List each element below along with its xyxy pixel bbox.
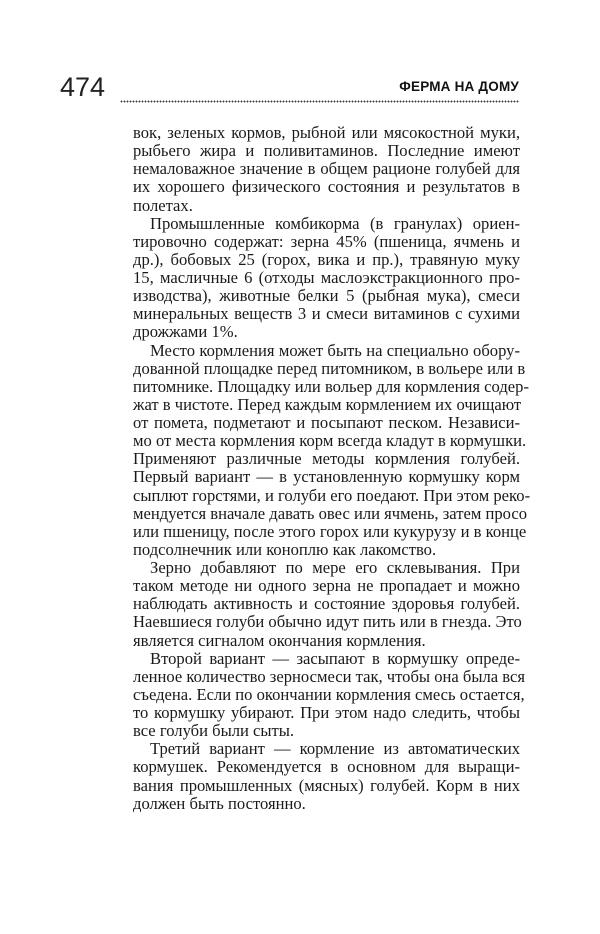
text-line: ленное количество зерносмеси так, чтобы она была вся	[133, 666, 526, 686]
text-line: полетах.	[133, 195, 193, 215]
text-line: Наевшиеся голуби обычно идут пить или в гнезда. Это	[133, 612, 522, 632]
text-line: Зерно добавляют по мере его склевывания. При	[150, 558, 520, 577]
paragraph	[133, 648, 526, 741]
paragraph	[133, 740, 520, 813]
text-line: мендуется вначале давать овес или ячмень, затем просо	[133, 503, 528, 523]
text-line: 15, масличные 6 (отходы маслоэкстракционного про-	[133, 268, 520, 287]
text-line: тировочно содержат: зерна 45% (пшеница, ячмень и	[133, 231, 520, 251]
text-line: Промышленные комбикорма (в гранулах) ориен-	[150, 213, 520, 233]
paragraph	[133, 215, 520, 342]
text-line: изводства), животные белки 5 (рыбная мука), смеси	[133, 286, 520, 306]
text-line: подсолнечник или коноплю как лакомство.	[133, 539, 437, 559]
text-line: Третий вариант — кормление из автоматических	[150, 739, 520, 759]
page-body-text	[133, 123, 531, 813]
text-line: наблюдать активность и состояние здоровья голубей.	[133, 594, 520, 614]
text-line: или пшеницу, после этого горох или кукурузу и в конце	[133, 521, 527, 541]
text-line: жат в чистоте. Перед каждым кормлением их очищают	[133, 394, 522, 414]
text-line: питомнике. Площадку или вольер для кормления содер-	[133, 376, 529, 396]
text-line: мо от места кормления корм всегда кладут в кормушки.	[133, 431, 527, 451]
paragraph	[133, 124, 520, 215]
text-line: Второй вариант — засыпают в кормушку опреде-	[150, 648, 520, 668]
text-line: Место кормления может быть на специально обору-	[150, 340, 520, 360]
text-line: то кормушку убирают. При этом надо следить, чтобы	[133, 703, 520, 722]
text-line: др.), бобовых 25 (горох, вика и пр.), травяную муку	[133, 249, 520, 269]
paragraph	[133, 559, 520, 650]
running-title: ФЕРМА НА ДОМУ	[399, 79, 519, 94]
text-line: дрожжами 1%.	[133, 322, 238, 342]
text-line: все голуби были сыты.	[133, 721, 295, 741]
text-line: таком методе ни одного зерна не пропадает и можно	[133, 576, 520, 596]
text-line: Применяют различные методы кормления голубей.	[133, 449, 520, 469]
text-line: кормушек. Рекомендуется в основном для выращи-	[133, 757, 520, 777]
paragraph	[133, 340, 531, 560]
text-line: должен быть постоянно.	[133, 793, 306, 813]
text-line: вок, зеленых кормов, рыбной или мясокостной муки,	[133, 123, 520, 142]
text-line: съедена. Если по окончании кормления смесь остается,	[133, 684, 525, 704]
page-number: 474	[60, 72, 106, 102]
text-line: минеральных веществ 3 и смеси витаминов с сухими	[133, 304, 520, 324]
text-line: Первый вариант — в установленную кормушку корм	[133, 467, 520, 487]
text-line: вания промышленных (мясных) голубей. Корм в них	[133, 775, 520, 795]
text-line: дованной площадке перед питомником, в вольере или в	[133, 358, 526, 378]
header-dotted-rule	[120, 100, 519, 103]
text-line: является сигналом окончания кормления.	[133, 630, 426, 650]
text-line: их хорошего физического состояния и результатов в	[133, 177, 520, 197]
text-line: рыбьего жира и поливитаминов. Последние имеют	[133, 141, 520, 161]
text-line: от помета, подметают и посыпают песком. Независи-	[133, 413, 520, 432]
text-line: сыплют горстями, и голуби его поедают. При этом реко-	[133, 485, 531, 505]
text-line: немаловажное значение в общем рационе голубей для	[133, 159, 520, 179]
